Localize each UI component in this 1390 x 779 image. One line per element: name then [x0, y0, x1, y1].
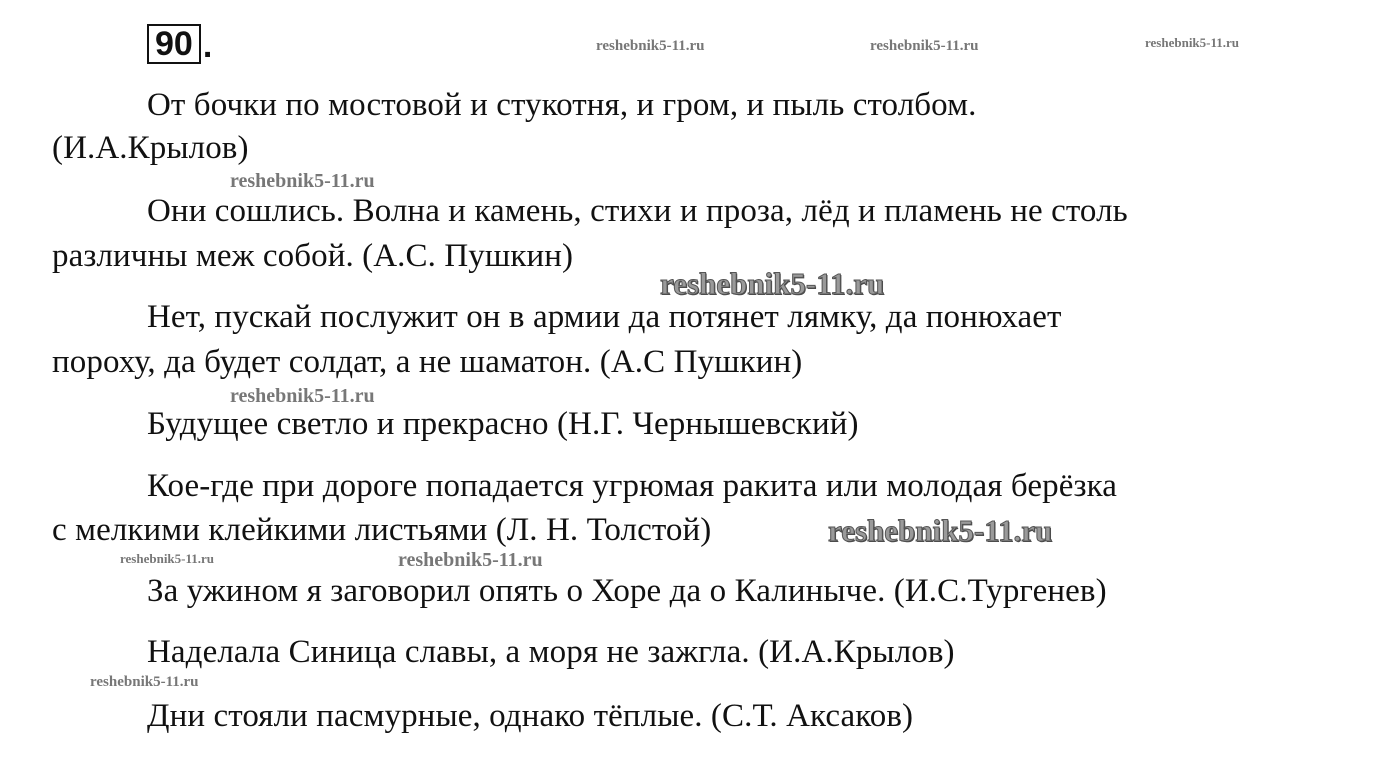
watermark: reshebnik5-11.ru	[828, 513, 1053, 548]
task-number	[147, 24, 212, 64]
task-number-box: 90	[147, 24, 201, 64]
watermark: reshebnik5-11.ru	[596, 38, 705, 54]
sentence-line: Нет, пускай послужит он в армии да потянет лямку, да понюхает	[147, 299, 1062, 335]
sentence-line: Они сошлись. Волна и камень, стихи и проза, лёд и пламень не столь	[147, 193, 1128, 229]
sentence-line: За ужином я заговорил опять о Хоре да о Калиныче. (И.С.Тургенев)	[147, 573, 1107, 609]
sentence-line: Наделала Синица славы, а моря не зажгла. (И.А.Крылов)	[147, 634, 955, 670]
sentence-line: с мелкими клейкими листьями (Л. Н. Толстой)	[52, 512, 712, 548]
sentence-line: Будущее светло и прекрасно (Н.Г. Чернышевский)	[147, 406, 859, 442]
watermark: reshebnik5-11.ru	[660, 266, 885, 301]
watermark: reshebnik5-11.ru	[1145, 35, 1240, 50]
sentence-line: Кое-где при дороге попадается угрюмая ракита или молодая берёзка	[147, 468, 1117, 504]
watermark: reshebnik5-11.ru	[120, 551, 215, 566]
sentence-line: пороху, да будет солдат, а не шаматон. (А.С Пушкин)	[52, 344, 803, 380]
sentence-line: Дни стояли пасмурные, однако тёплые. (С.Т. Аксаков)	[147, 698, 914, 734]
watermark: reshebnik5-11.ru	[230, 170, 375, 192]
sentence-line: (И.А.Крылов)	[52, 130, 249, 166]
task-number-dot: .	[202, 27, 213, 65]
watermark: reshebnik5-11.ru	[398, 549, 543, 571]
sentence-line: различны меж собой. (А.С. Пушкин)	[52, 238, 574, 274]
sentence-line: От бочки по мостовой и стукотня, и гром, и пыль столбом.	[147, 87, 977, 123]
watermark: reshebnik5-11.ru	[230, 385, 375, 407]
watermark: reshebnik5-11.ru	[90, 674, 199, 690]
watermark: reshebnik5-11.ru	[870, 38, 979, 54]
